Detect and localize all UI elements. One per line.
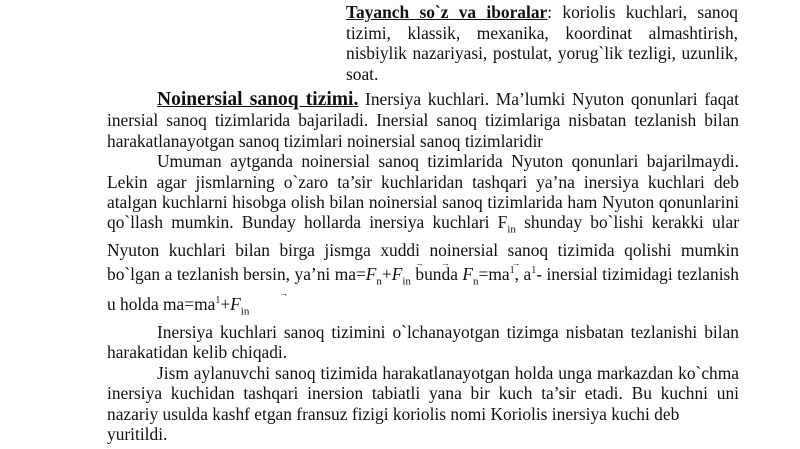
superscript-1: 1 <box>531 264 537 276</box>
vector-f-in: → F <box>230 294 241 314</box>
plus-sign: + <box>220 294 231 315</box>
keywords-list: koriolis kuchlari, sanoq tizimi, klassik, mexanika, koordinat almashtirish, nisbiylik nazariyasi, postulat, yorug`lik tezligi, uzunlik, soat. <box>346 2 738 84</box>
equation-ma: =ma <box>478 263 510 284</box>
section-heading: Noinersial sanoq tizimi. <box>157 89 359 110</box>
vector-f-in: → F <box>392 264 403 284</box>
paragraph-2-text-c: bunda <box>410 263 463 284</box>
subscript-n: n <box>473 274 479 287</box>
vector-f-n: → F <box>366 264 377 284</box>
paragraph-4: Jism aylanuvchi sanoq tizimida harakatlanayotgan holda unga markazdan ko`chma inersiya kuchidan tashqari inersion tabiatli yana bir kuch ta’sir etadi. Bu kuchni uni nazariy usulda kashf etgan fransuz fizigi koriolis nomi Koriolis inersiya kuchi deb <box>107 362 739 424</box>
paragraph-2-text-b: shunday bo`lishi kerakki ular Nyuton kuchlari bilan birga jismga xuddi noinersial sanoq tizimida qolishi mumkin bo`lgan a tezlanish bersin, ya’ni ma= <box>107 212 739 284</box>
paragraph-2-text-a: Umuman aytganda noinersial sanoq tizimlarida Nyuton qonunlari bajarilmaydi. Lekin agar jismlarning o`zaro ta’sir kuchlaridan tashqari ya’na inersiya kuchlari deb atalgan kuchlarni hisobga olish bilan noinersial sanoq tizimlarida ham Nyuton qonunlarini qo`llash mumkin. Bunday hollarda inersiya kuchlari F <box>107 151 739 233</box>
superscript-1: 1 <box>509 264 515 276</box>
keywords-title: Tayanch so`z va iboralar <box>346 2 548 22</box>
cropped-text-fragment <box>170 0 270 1</box>
subscript-in: in <box>240 305 250 318</box>
subscript-in: in <box>402 274 411 287</box>
paragraph-4-end: yuritildi. <box>107 424 168 445</box>
vector-f-n: → F <box>462 264 473 284</box>
paragraph-2 <box>107 151 739 322</box>
keywords-colon: : <box>547 2 553 22</box>
superscript-1: 1 <box>215 295 221 307</box>
paragraph-3: Inersiya kuchlari sanoq tizimini o`lchanayotgan tizimga nisbatan tezlanishi bilan harakatidan kelib chiqadi. <box>107 322 739 363</box>
paragraph-2-text-d: , a <box>514 263 532 284</box>
subscript-n: n <box>376 274 382 287</box>
paragraph-1-text: Inersiya kuchlari. Ma’lumki Nyuton qonunlari faqat inersial sanoq tizimlarida bajariladi. Inersial sanoq tizimlariga nisbatan tezlanish bilan harakatlanayotgan sanoq tizimlari noinersial sanoq tizimlaridir <box>107 89 739 151</box>
subscript-in: in <box>507 223 516 236</box>
plus-sign: + <box>381 263 392 284</box>
keywords-block <box>346 2 738 84</box>
section-body <box>107 89 739 445</box>
paragraph-1 <box>107 89 739 151</box>
paragraph-2-text-e: - inersial tizimidagi tezlanish u holda ma=ma <box>107 263 739 315</box>
